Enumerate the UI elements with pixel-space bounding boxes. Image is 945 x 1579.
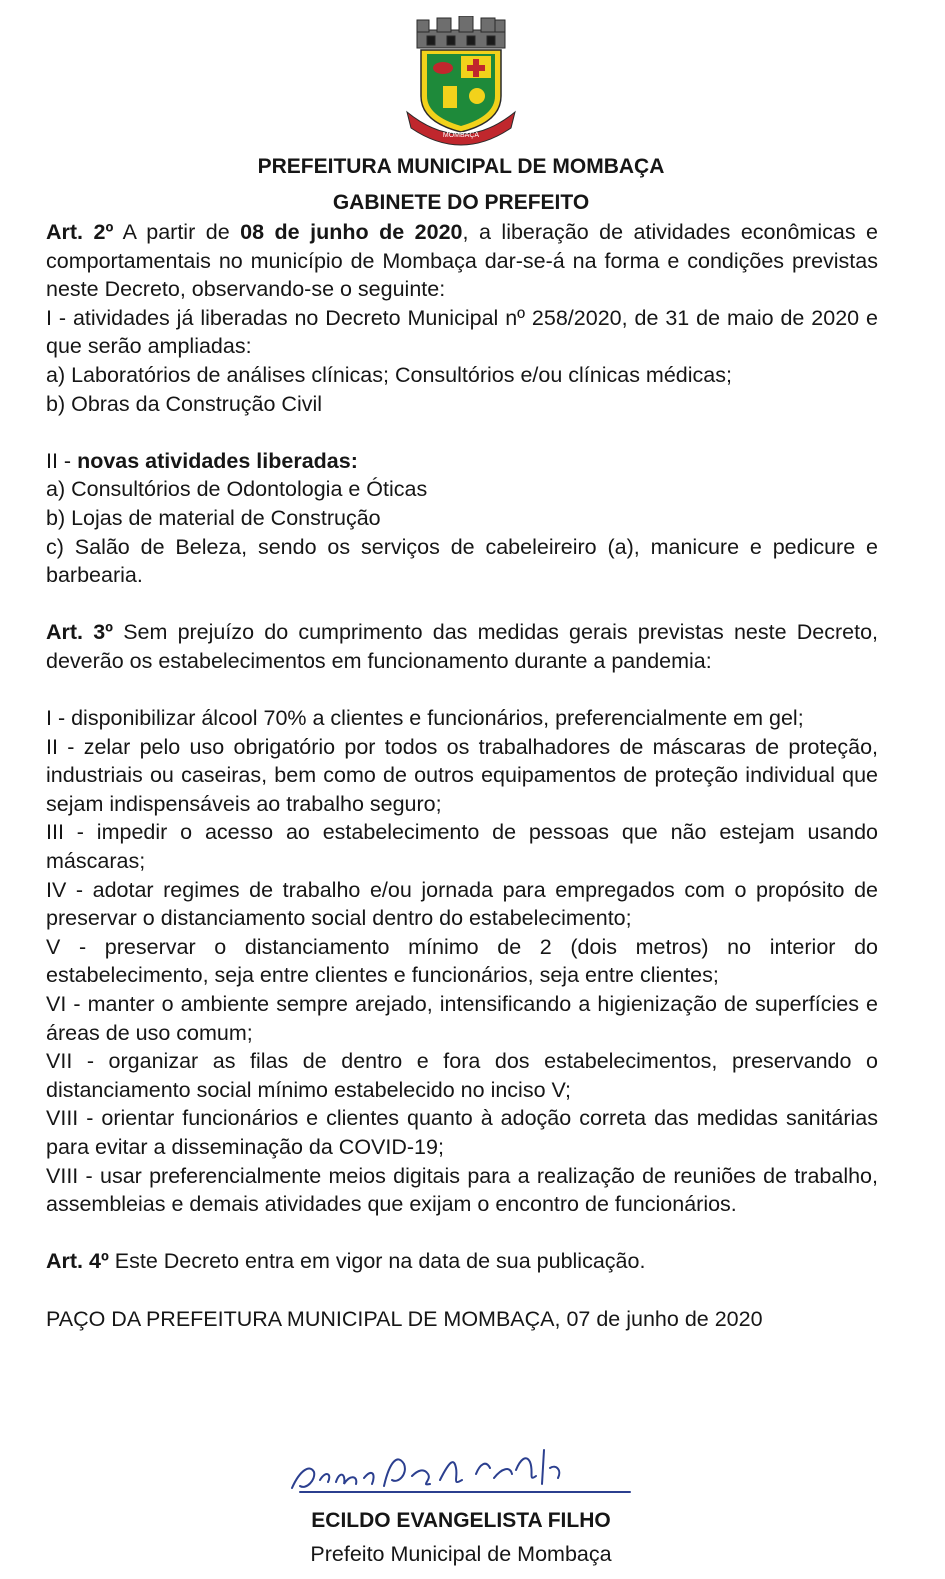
org-title: PREFEITURA MUNICIPAL DE MOMBAÇA [257, 155, 665, 178]
art2-item2-title: novas atividades liberadas: [77, 448, 358, 473]
art3-item-8: VIII - orientar funcionários e clientes quanto à adoção correta das medidas sanitárias para evitar a disseminação da COVID-19; [46, 1106, 878, 1159]
art2-item2-a: a) Consultórios de Odontologia e Óticas [46, 477, 428, 502]
art2-label: Art. 2º [46, 220, 114, 244]
art3-item-7: VII - organizar as filas de dentro e fora dos estabelecimentos, preservando o distanciamento social mínimo estabelecido no inciso V; [46, 1049, 878, 1102]
art3-item-6: VI - manter o ambiente sempre arejado, intensificando a higienização de superfícies e áreas de uso comum; [46, 992, 878, 1045]
closing-line: PAÇO DA PREFEITURA MUNICIPAL DE MOMBAÇA, 07 de junho de 2020 [46, 1306, 763, 1331]
art2-paragraph [46, 218, 878, 304]
art4-text: Este Decreto entra em vigor na data de sua publicação. [108, 1249, 646, 1274]
art3-item-9: VIII - usar preferencialmente meios digitais para a realização de reuniões de trabalho, assembleias e demais atividades que exijam o encontro de funcionários. [46, 1163, 878, 1217]
art2-text: , a liberação de atividades econômicas e comportamentais no município de Mombaça dar-se-á na forma e condições previstas neste Decreto, observando-se o seguinte: [46, 220, 879, 302]
dept-title: GABINETE DO PREFEITO [332, 191, 590, 214]
signatory-name: ECILDO EVANGELISTA FILHO [311, 1509, 611, 1532]
art3-label: Art. 3º [46, 620, 114, 645]
art2-item2-c: c) Salão de Beleza, sendo os serviços de cabeleireiro (a), manicure e pedicure e barbearia. [46, 534, 878, 588]
art4-label: Art. 4º [46, 1249, 109, 1274]
art3-item-4: IV - adotar regimes de trabalho e/ou jornada para empregados com o propósito de preservar o distanciamento social dentro do estabelecimento; [46, 877, 878, 931]
municipal-crest-logo [403, 16, 519, 146]
art2-item2-b: b) Lojas de material de Construção [46, 505, 381, 530]
art2-pre: A partir de [113, 220, 241, 244]
art4-paragraph [46, 1247, 878, 1276]
art2-item2-prefix: II - [46, 448, 78, 473]
art2-date: 08 de junho de 2020 [240, 220, 463, 244]
ribbon-text: MOMBAÇA [442, 132, 480, 139]
signatory-role: Prefeito Municipal de Mombaça [310, 1542, 612, 1566]
art2-item1: I - atividades já liberadas no Decreto Municipal nº 258/2020, de 31 de maio de 2020 e que serão ampliadas: [46, 305, 878, 359]
crown-icon [417, 16, 505, 48]
art2-item2 [46, 447, 878, 476]
art3-item-3: III - impedir o acesso ao estabelecimento de pessoas que não estejam usando máscaras; [46, 820, 878, 874]
handwritten-signature [280, 1440, 660, 1500]
decree-body [46, 218, 878, 1333]
art3-item-1: I - disponibilizar álcool 70% a clientes e funcionários, preferencialmente em gel; [46, 706, 804, 731]
art3-text: Sem prejuízo do cumprimento das medidas gerais previstas neste Decreto, deverão os estabelecimentos em funcionamento durante a pandemia: [46, 620, 878, 673]
art3-item-5: V - preservar o distanciamento mínimo de 2 (dois metros) no interior do estabelecimento, seja entre clientes e funcionários, seja entre clientes; [46, 934, 878, 988]
art3-paragraph [46, 618, 878, 675]
art2-item1-a: a) Laboratórios de análises clínicas; Consultórios e/ou clínicas médicas; [46, 362, 732, 387]
art2-item1-b: b) Obras da Construção Civil [46, 391, 323, 416]
art3-item-2: II - zelar pelo uso obrigatório por todos os trabalhadores de máscaras de proteção, industriais ou caseiras, bem como de outros equipamentos de proteção individual que sejam indispensáveis ao trabalho seguro; [46, 734, 878, 816]
